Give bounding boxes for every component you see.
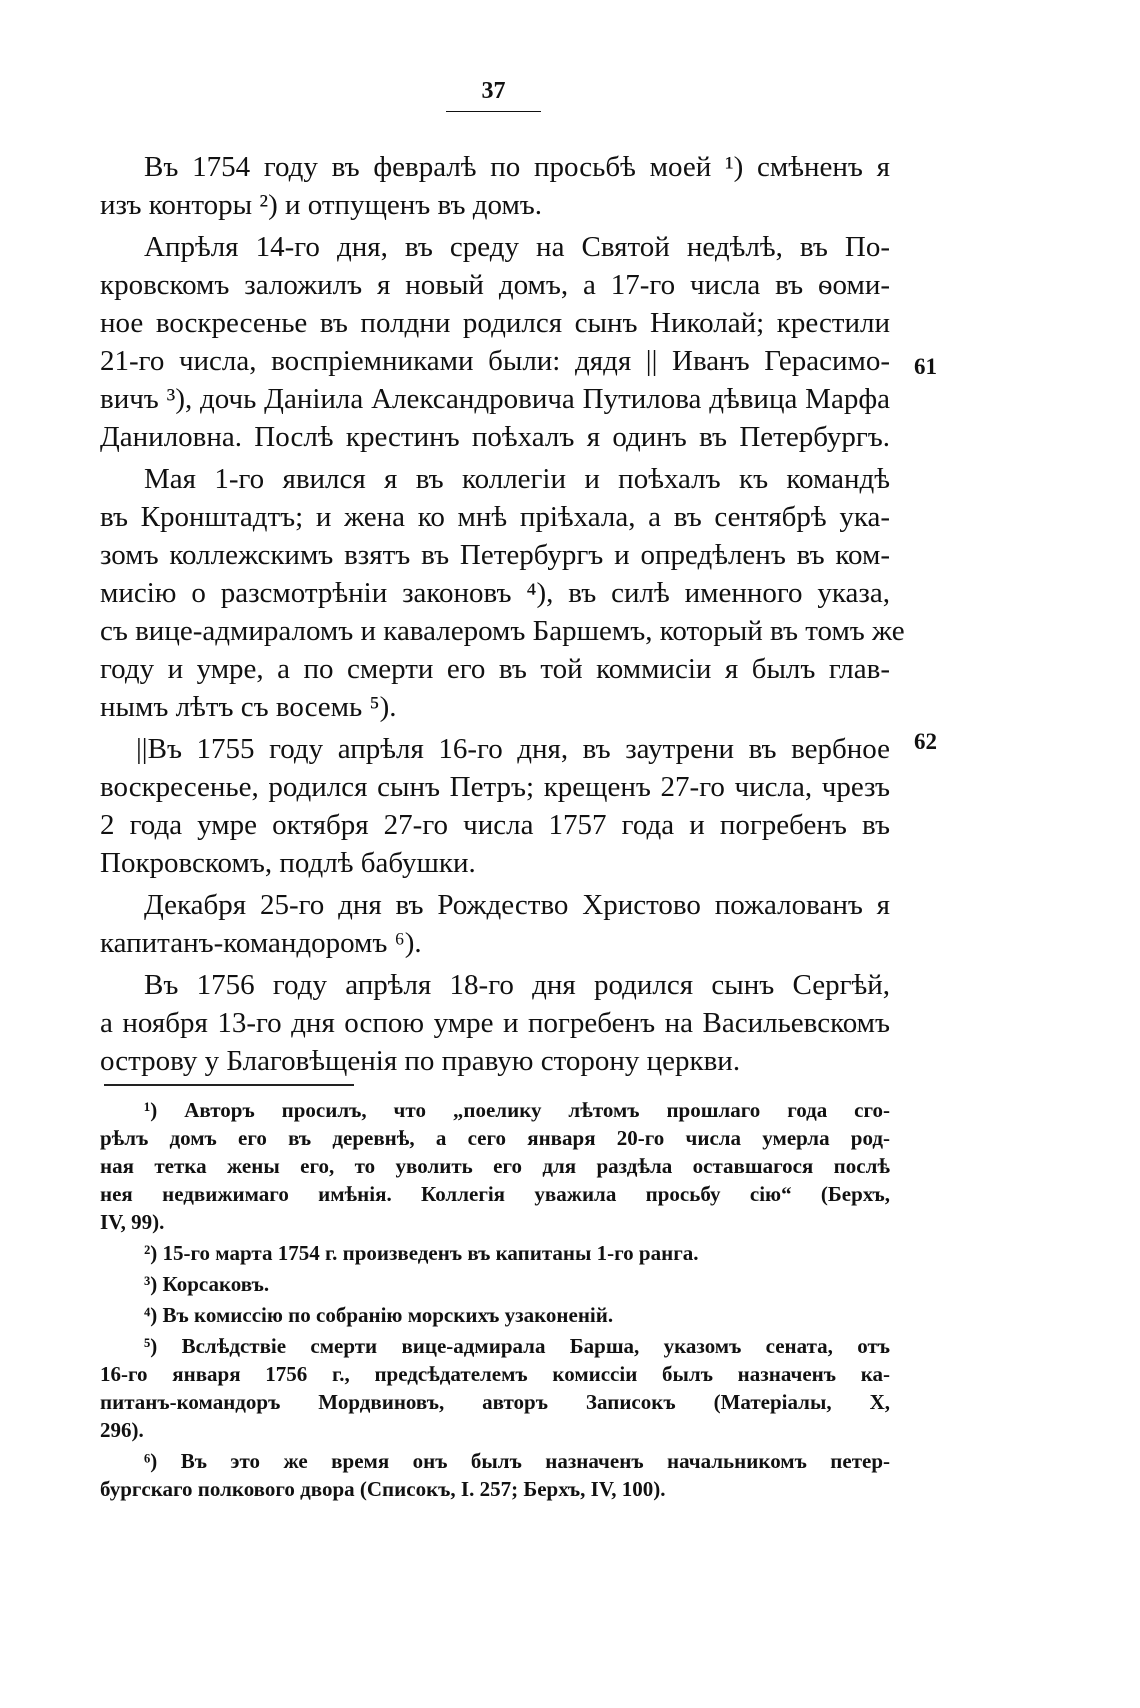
footnote-marker: ⁵) (144, 1334, 158, 1358)
paragraph (100, 886, 890, 962)
footnote-line: нея недвижимаго имѣнія. Коллегія уважила просьбу сію“ (Берхъ, (100, 1182, 890, 1206)
text-line: Покровскомъ, подлѣ бабушки. (100, 847, 476, 879)
paragraph (100, 460, 905, 726)
footnote-line: 16-го января 1756 г., предсѣдателемъ комиссіи былъ назначенъ ка- (100, 1362, 890, 1386)
text-line: году и умре, а по смерти его въ той коммисіи я былъ глав- (100, 653, 890, 685)
text-line: Въ 1754 году въ февралѣ по просьбѣ моей ¹) смѣненъ я (144, 151, 890, 183)
footnote-line: IV, 99). (100, 1210, 165, 1234)
footnote-marker: ⁴) (144, 1303, 158, 1327)
footnote-line: Корсаковъ. (162, 1272, 270, 1296)
text-line: а ноября 13-го дня оспою умре и погребенъ на Васильевскомъ (100, 1007, 890, 1039)
text-line: вичъ ³), дочь Даніила Александровича Путилова дѣвица Марфа (100, 383, 890, 415)
footnote-line: 296). (100, 1418, 144, 1442)
text-line: капитанъ-командоромъ ⁶). (100, 927, 422, 959)
footnote (100, 1332, 890, 1444)
footnote-line: Въ это же время онъ былъ назначенъ начальникомъ петер- (180, 1449, 891, 1473)
text-line: ное воскресенье въ полдни родился сынъ Николай; крестили (100, 307, 890, 339)
paragraph (100, 148, 890, 224)
footnote-line: бургскаго полкового двора (Списокъ, I. 257; Берхъ, IV, 100). (100, 1477, 666, 1501)
footnote-marker: ²) (144, 1241, 158, 1265)
footnote (100, 1447, 890, 1503)
text-line: ||Въ 1755 году апрѣля 16-го дня, въ заутрени въ вербное (136, 733, 890, 765)
text-line: 2 года умре октября 27-го числа 1757 года и погребенъ въ (100, 809, 890, 841)
footnote (100, 1301, 890, 1329)
text-line: зомъ коллежскимъ взятъ въ Петербургъ и опредѣленъ въ ком- (100, 539, 890, 571)
text-line: нымъ лѣтъ съ восемь ⁵). (100, 691, 397, 723)
page-number: 37 (446, 78, 541, 112)
footnote (100, 1096, 890, 1236)
footnote (100, 1239, 890, 1267)
text-line: острову у Благовѣщенія по правую сторону церкви. (100, 1045, 741, 1077)
margin-number: 61 (914, 354, 937, 379)
footnote-line: питанъ-командоръ Мордвиновъ, авторъ Записокъ (Матеріалы, X, (100, 1390, 890, 1414)
text-line: Декабря 25-го дня въ Рождество Христово пожалованъ я (144, 889, 890, 921)
footnote-marker: ⁶) (144, 1449, 158, 1473)
footnote-line: рѣлъ домъ его въ деревнѣ, а сего января 20-го числа умерла род- (100, 1126, 890, 1150)
text-line: Въ 1756 году апрѣля 18-го дня родился сынъ Сергѣй, (144, 969, 890, 1001)
footnote-rule (104, 1084, 354, 1086)
text-line: мисію о разсмотрѣніи законовъ ⁴), въ силѣ именного указа, (100, 577, 890, 609)
paragraph (100, 966, 890, 1080)
footnote-line: ная тетка жены его, то уволить его для раздѣла оставшагося послѣ (100, 1154, 890, 1178)
text-line: Апрѣля 14-го дня, въ среду на Святой недѣлѣ, въ По- (144, 231, 890, 263)
footnote-marker: ¹) (144, 1098, 158, 1122)
text-line: воскресенье, родился сынъ Петръ; крещенъ 27-го числа, чрезъ (100, 771, 890, 803)
main-text (100, 148, 905, 1080)
paragraph (100, 228, 890, 456)
footnote-marker: ³) (144, 1272, 158, 1296)
text-line: въ Кронштадтъ; и жена ко мнѣ пріѣхала, а въ сентябрѣ ука- (100, 501, 890, 533)
footnote-line: Авторъ просилъ, что „поелику лѣтомъ прошлаго года сго- (184, 1098, 891, 1122)
footnotes (100, 1096, 890, 1503)
footnote-line: Вслѣдствіе смерти вице-адмирала Барша, указомъ сената, отъ (181, 1334, 891, 1358)
text-line: 21-го числа, воспріемниками были: дядя || Иванъ Герасимо- (100, 345, 890, 377)
text-line: Даниловна. Послѣ крестинъ поѣхалъ я одинъ въ Петербургъ. (100, 421, 890, 453)
footnote (100, 1270, 890, 1298)
text-line: Мая 1-го явился я въ коллегіи и поѣхалъ къ командѣ (144, 463, 890, 495)
paragraph (100, 730, 890, 882)
footnote-line: Въ комиссію по собранію морскихъ узаконеній. (162, 1303, 614, 1327)
text-line: изъ конторы ²) и отпущенъ въ домъ. (100, 189, 543, 221)
margin-number: 62 (914, 729, 937, 754)
footnote-line: 15-го марта 1754 г. произведенъ въ капитаны 1-го ранга. (162, 1241, 699, 1265)
text-line: кровскомъ заложилъ я новый домъ, а 17-го числа въ ѳоми- (100, 269, 890, 301)
text-line: съ вице-адмираломъ и кавалеромъ Баршемъ, который въ томъ же (100, 615, 905, 647)
